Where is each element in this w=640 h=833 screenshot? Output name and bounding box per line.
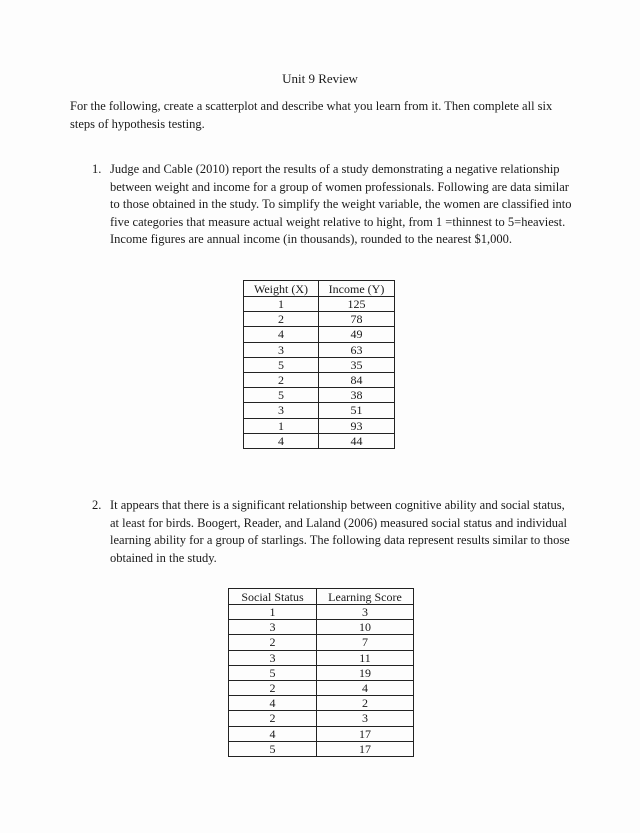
- table-cell: 4: [229, 696, 317, 711]
- status-learning-table: [228, 588, 414, 757]
- table-row: [244, 297, 395, 312]
- question-2: [92, 497, 572, 567]
- table-cell: 17: [317, 741, 414, 756]
- table-row: [244, 357, 395, 372]
- table-cell: 3: [317, 711, 414, 726]
- question-1: [92, 161, 572, 249]
- table-cell: 2: [229, 635, 317, 650]
- table-cell: 3: [317, 605, 414, 620]
- table-cell: 11: [317, 650, 414, 665]
- table-cell: 4: [229, 726, 317, 741]
- table-row: [244, 372, 395, 387]
- table-row: [229, 605, 414, 620]
- table-cell: 4: [244, 433, 319, 448]
- table-row: [229, 696, 414, 711]
- table-cell: 2: [229, 680, 317, 695]
- column-header: Income (Y): [319, 281, 395, 297]
- table-cell: 3: [244, 403, 319, 418]
- table-row: [229, 635, 414, 650]
- question-text: It appears that there is a significant relationship between cognitive ability and social status, at least for birds. Boogert, Reader, and Laland (2006) measured social status and individual learning ability for a group of starlings. The following data represent results similar to those obtained in the study.: [110, 498, 570, 565]
- table-cell: 2: [244, 312, 319, 327]
- table-cell: 2: [244, 372, 319, 387]
- table-cell: 17: [317, 726, 414, 741]
- table-cell: 5: [229, 665, 317, 680]
- table-cell: 1: [244, 297, 319, 312]
- table-row: [244, 403, 395, 418]
- table-cell: 5: [229, 741, 317, 756]
- column-header: Social Status: [229, 589, 317, 605]
- table-row: [229, 680, 414, 695]
- table-row: [229, 650, 414, 665]
- table-cell: 19: [317, 665, 414, 680]
- table-cell: 51: [319, 403, 395, 418]
- table-cell: 38: [319, 388, 395, 403]
- table-header-row: [244, 281, 395, 297]
- table-cell: 49: [319, 327, 395, 342]
- page-title: Unit 9 Review: [282, 71, 358, 86]
- question-number: 1.: [92, 162, 102, 176]
- table-row: [244, 327, 395, 342]
- question-number: 2.: [92, 498, 102, 512]
- table-cell: 5: [244, 388, 319, 403]
- table-cell: 4: [244, 327, 319, 342]
- table-cell: 2: [229, 711, 317, 726]
- table-cell: 78: [319, 312, 395, 327]
- table-cell: 44: [319, 433, 395, 448]
- table-cell: 3: [229, 620, 317, 635]
- table-cell: 10: [317, 620, 414, 635]
- table-cell: 35: [319, 357, 395, 372]
- weight-income-table: [243, 280, 395, 449]
- table-row: [229, 711, 414, 726]
- table-cell: 2: [317, 696, 414, 711]
- table-cell: 1: [229, 605, 317, 620]
- table-row: [229, 726, 414, 741]
- question-text: Judge and Cable (2010) report the results of a study demonstrating a negative relationship between weight and income for a group of women professionals. Following are data similar to those obtained in the study. To simplify the weight variable, the women are classified into five categories that measure actual weight relative to hight, from 1 =thinnest to 5=heaviest. Income figures are annual income (in thousands), rounded to the nearest $1,000.: [110, 162, 572, 246]
- table-cell: 1: [244, 418, 319, 433]
- table-cell: 125: [319, 297, 395, 312]
- table-row: [229, 741, 414, 756]
- table-cell: 3: [229, 650, 317, 665]
- table-row: [244, 388, 395, 403]
- table-row: [244, 342, 395, 357]
- column-header: Learning Score: [317, 589, 414, 605]
- table-row: [244, 418, 395, 433]
- table-cell: 63: [319, 342, 395, 357]
- table-row: [229, 620, 414, 635]
- table-cell: 3: [244, 342, 319, 357]
- table-row: [244, 433, 395, 448]
- table-row: [244, 312, 395, 327]
- table-cell: 84: [319, 372, 395, 387]
- table-cell: 93: [319, 418, 395, 433]
- table-cell: 7: [317, 635, 414, 650]
- instructions-paragraph: For the following, create a scatterplot and describe what you learn from it. Then complete all six steps of hypothesis testing.: [70, 99, 553, 131]
- table-cell: 4: [317, 680, 414, 695]
- table-cell: 5: [244, 357, 319, 372]
- column-header: Weight (X): [244, 281, 319, 297]
- table-header-row: [229, 589, 414, 605]
- table-row: [229, 665, 414, 680]
